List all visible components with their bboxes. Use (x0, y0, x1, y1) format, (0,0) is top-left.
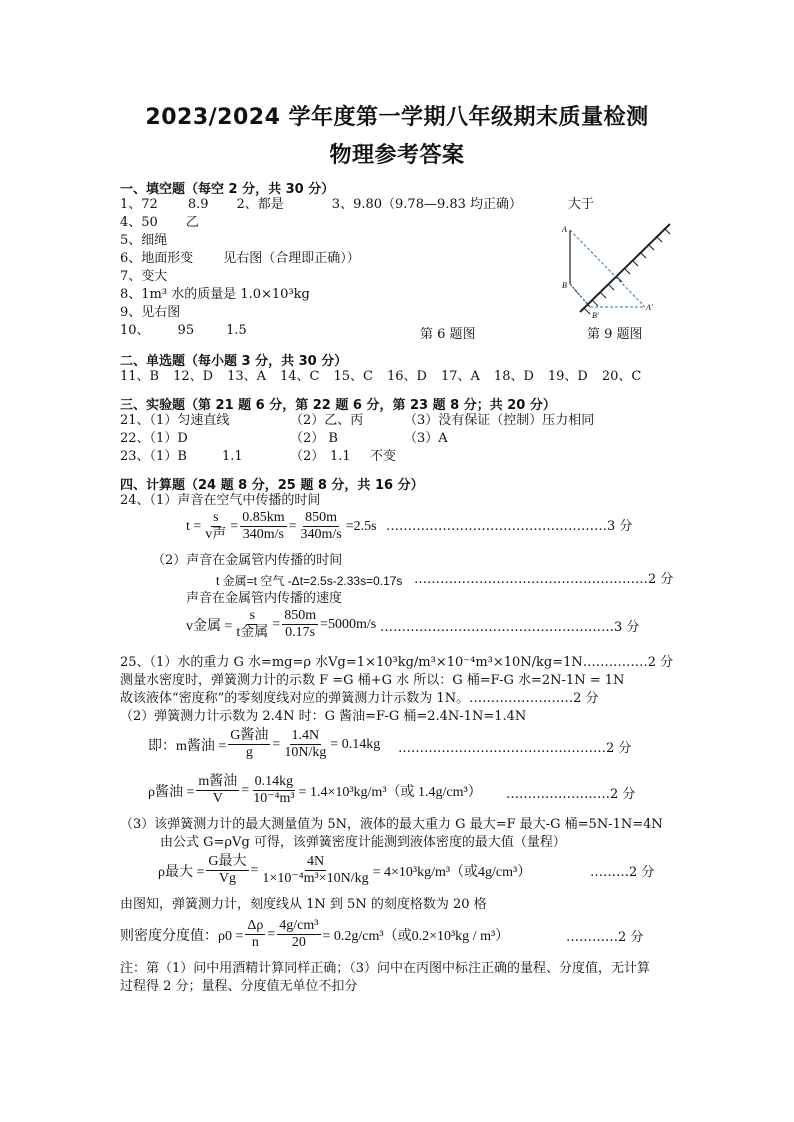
section-heading-fill-blank: 一、填空题（每空 2 分，共 30 分） (120, 182, 335, 197)
answer-23-1b: 1.1 (222, 449, 243, 464)
q24-part2: （2）声音在金属管内传播的时间 (152, 553, 343, 568)
label-a: A (562, 225, 567, 234)
answer-22-2: （2） B (290, 431, 338, 446)
equation-24-3: v金属 = $\frac{s}{\text{t金属}}$ = $\frac{850m}{0.17s}$ =5000m/s (186, 608, 377, 640)
answer-line: 4、50 乙 (120, 215, 199, 230)
page-title: 2023/2024 学年度第一学期八年级期末质量检测 (145, 105, 649, 130)
answer-line: 6、地面形变 见右图（合理即正确）） (120, 251, 360, 266)
label-b: B (562, 281, 567, 290)
label-a-prime: A' (646, 303, 653, 312)
score-25-division: …………2 分 (566, 930, 644, 945)
score-24-1: ……………………………………………3 分 (386, 519, 633, 534)
equation-25-division: 则密度分度值：ρ0 = $\frac{\Delta\rho}{n}$ = $\frac{\text{4g/cm³}}{20}$ = 0.2g/cm³（或0.2×10³kg / m³） (120, 918, 510, 950)
answer-line-21: 21、（1）匀速直线 (120, 413, 230, 428)
answer-21-3: （3）没有保证（控制）压力相同 (404, 413, 595, 428)
equation-24-1: t = $\frac{s}{\text{v声}}$ = $\frac{0.85km}{340m/s}$ = $\frac{850m}{340m/s}$ =2.5s (186, 510, 377, 542)
answer-line: 5、细绳 (120, 233, 168, 248)
section-heading-experiment: 三、实验题（第 21 题 6 分，第 22 题 6 分，第 23 题 8 分；共 20 分） (120, 398, 556, 413)
equation-24-2: t 金属=t 空气 -Δt=2.5s-2.33s=0.17s (216, 574, 403, 588)
equation-25-mass: 即：m酱油 = $\frac{\text{G酱油}}{g}$ = $\frac{1.4N}{10N/kg}$ = 0.14kg (148, 728, 381, 760)
answer-23-2a: 1.1 (330, 449, 351, 464)
answer-line: 9、见右图 (120, 305, 181, 320)
q25-line2: 测量水密度时，弹簧测力计的示数 F =G 桶+G 水 所以：G 桶=F-G 水=2N-1N = 1N (120, 673, 625, 688)
figure-6-caption: 第 6 题图 (420, 327, 476, 342)
answer-23-2: （2） (290, 449, 325, 464)
q25-line4: （2）弹簧测力计示数为 2.4N 时：G 酱油=F-G 桶=2.4N-1N=1.4N (120, 709, 527, 724)
score-24-3: ………………………………………………3 分 (380, 620, 640, 635)
section-heading-calculation: 四、计算题（24 题 8 分，25 题 8 分，共 16 分） (120, 478, 424, 493)
answer-22-3: （3）A (404, 431, 448, 446)
answer-23-2b: 不变 (370, 449, 397, 464)
label-b-prime: B' (592, 311, 599, 320)
score-25-mass: …………………………………………2 分 (398, 741, 632, 756)
q25-line3: 故该液体“密度称”的零刻度线对应的弹簧测力计示数为 1N。……………………2 分 (120, 691, 599, 706)
single-choice-answers: 11、B 12、D 13、A 14、C 15、C 16、D 17、A 18、D 19、D 20、C (120, 369, 642, 384)
note-line2: 过程得 2 分；量程、分度值无单位不扣分 (120, 979, 358, 994)
q25-line1: 25、（1）水的重力 G 水=mg=ρ 水Vg=1×10³kg/m³×10⁻⁴m³×10N/kg=1N……………2 分 (120, 655, 674, 670)
answer-line: 8、1m³ 水的质量是 1.0×10³kg (120, 287, 310, 302)
q24-part1: 24、（1）声音在空气中传播的时间 (120, 493, 321, 508)
equation-25-max: ρ最大 = $\frac{\text{G最大}}{Vg}$ = $\frac{4N}{\text{1×10⁻⁴m³×10N/kg}}$ = 4×10³kg/m³（或4g/cm³） (158, 854, 532, 886)
answer-21-2: （2）乙、丙 (290, 413, 364, 428)
section-heading-single-choice: 二、单选题（每小题 3 分，共 30 分） (120, 354, 348, 369)
score-25-max: ………2 分 (590, 865, 655, 880)
q25-line6: 由公式 G=ρVg 可得，该弹簧密度计能测到液体密度的最大值（量程） (160, 835, 566, 850)
answer-line-22: 22、（1）D (120, 431, 188, 446)
score-24-2: ………………………………………………2 分 (414, 572, 674, 587)
answer-line: 10、 95 1.5 (120, 323, 247, 338)
answer-line: 7、变大 (120, 269, 168, 284)
q24-part3: 声音在金属管内传播的速度 (186, 591, 343, 606)
figure-9-mirror-diagram (560, 222, 680, 322)
q25-line5: （3）该弹簧测力计的最大测量值为 5N，液体的最大重力 G 最大=F 最大-G 桶=5N-1N=4N (120, 817, 663, 832)
answer-line: 1、72 8.9 2、都是 3、9.80（9.78—9.83 均正确） 大于 (120, 197, 595, 212)
note-line1: 注：第（1）问中用酒精计算同样正确；（3）问中在丙图中标注正确的量程、分度值，无计算 (120, 961, 651, 976)
page-subtitle: 物理参考答案 (329, 143, 465, 168)
figure-9-caption: 第 9 题图 (587, 327, 643, 342)
equation-25-density: ρ酱油 = $\frac{\text{m酱油}}{V}$ = $\frac{0.14kg}{\text{10⁻⁴m³}}$ = 1.4×10³kg/m³（或 1.4g/cm³） (148, 774, 482, 806)
score-25-density: ……………………2 分 (506, 787, 636, 802)
q25-line7: 由图知，弹簧测力计，刻度线从 1N 到 5N 的刻度格数为 20 格 (120, 897, 487, 912)
answer-line-23: 23、（1）B (120, 449, 187, 464)
